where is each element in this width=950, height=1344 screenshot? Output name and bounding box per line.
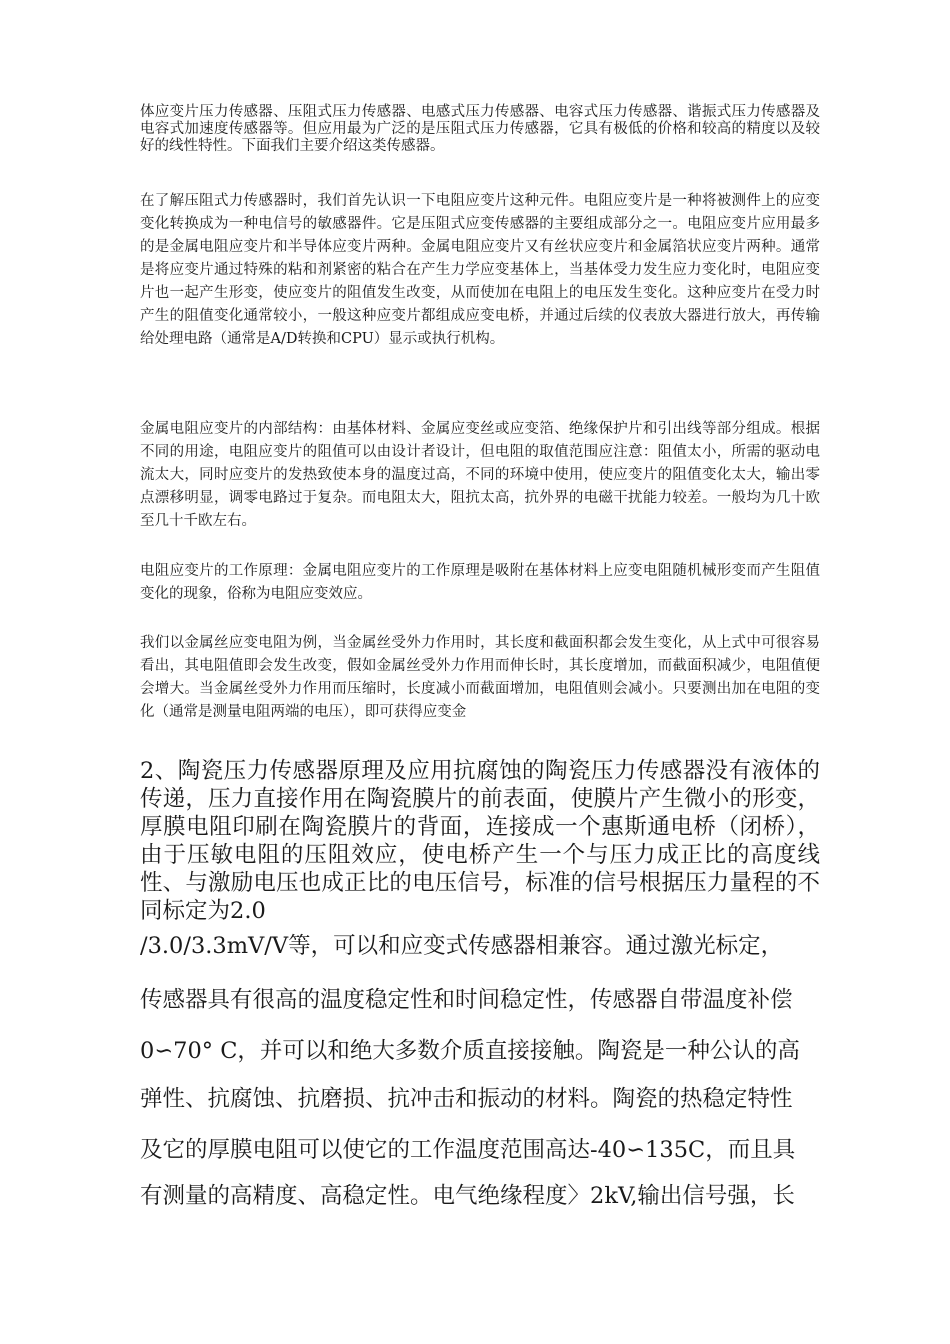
ceramic-text-line-6: 有测量的高精度、高稳定性。电气绝缘程度〉2kV,输出信号强，长 [140,1183,795,1209]
paragraph-working-principle: 电阻应变片的工作原理：金属电阻应变片的工作原理是吸附在基体材料上应变电阻随机械形变而产生阻值变化的现象，俗称为电阻应变效应。 [140,563,820,602]
ceramic-text-line-4: 弹性、抗腐蚀、抗磨损、抗冲击和振动的材料。陶瓷的热稳定特性 [140,1086,793,1112]
ceramic-text-line-1: /3.0/3.3mV/V等，可以和应变式传感器相兼容。通过激光标定， [140,933,784,959]
paragraph-strain-gauge-intro: 在了解压阻式力传感器时，我们首先认识一下电阻应变片这种元件。电阻应变片是一种将被测件上的应变变化转换成为一种电信号的敏感器件。它是压阻式应变传感器的主要组成部分之一。电阻应变片应用最多的是金属电阻应变片和半导体应变片两种。金属电阻应变片又有丝状应变片和金属箔状应变片两种。通常是将应变片通过特殊的粘和剂紧密的粘合在产生力学应变基体上，当基体受力发生应力变化时，电阻应变片也一起产生形变，使应变片的阻值发生改变，从而使加在电阻上的电压发生变化。这种应变片在受力时产生的阻值变化通常较小，一般这种应变片都组成应变电桥，并通过后续的仪表放大器进行放大，再传输给处理电路（通常是A/D转换和CPU）显示或执行机构。 [140,193,820,347]
ceramic-text-line-2: 传感器具有很高的温度稳定性和时间稳定性，传感器自带温度补偿 [140,987,793,1013]
paragraph-metal-wire-example: 我们以金属丝应变电阻为例，当金属丝受外力作用时，其长度和截面积都会发生变化，从上式中可很容易看出，其电阻值即会发生改变，假如金属丝受外力作用而伸长时，其长度增加，而截面积减少，电阻值便会增大。当金属丝受外力作用而压缩时，长度减小而截面增加，电阻值则会减小。只要测出加在电阻的变化（通常是测量电阻两端的电压），即可获得应变金 [140,635,820,720]
ceramic-text-line-3: 0∽70° C，并可以和绝大多数介质直接接触。陶瓷是一种公认的高 [140,1038,800,1064]
paragraph-sensor-types: 体应变片压力传感器、压阻式压力传感器、电感式压力传感器、电容式压力传感器、谐振式压力传感器及电容式加速度传感器等。但应用最为广泛的是压阻式压力传感器，它具有极低的价格和较高的精度以及较好的线性特性。下面我们主要介绍这类传感器。 [140,104,820,154]
ceramic-text-line-5: 及它的厚膜电阻可以使它的工作温度范围高达-40∽135C，而且具 [140,1137,796,1163]
paragraph-strain-gauge-structure: 金属电阻应变片的内部结构：由基体材料、金属应变丝或应变箔、绝缘保护片和引出线等部分组成。根据不同的用途，电阻应变片的阻值可以由设计者设计，但电阻的取值范围应注意：阻值太小，所需的驱动电流太大，同时应变片的发热致使本身的温度过高，不同的环境中使用，使应变片的阻值变化太大，输出零点漂移明显，调零电路过于复杂。而电阻太大，阻抗太高，抗外界的电磁干扰能力较差。一般均为几十欧至几十千欧左右。 [140,421,820,529]
paragraph-ceramic-sensor-heading: 2、陶瓷压力传感器原理及应用抗腐蚀的陶瓷压力传感器没有液体的传递，压力直接作用在陶瓷膜片的前表面，使膜片产生微小的形变，厚膜电阻印刷在陶瓷膜片的背面，连接成一个惠斯通电桥（闭桥），由于压敏电阻的压阻效应，使电桥产生一个与压力成正比的高度线性、与激励电压也成正比的电压信号，标准的信号根据压力量程的不同标定为2.0 [140,758,820,924]
